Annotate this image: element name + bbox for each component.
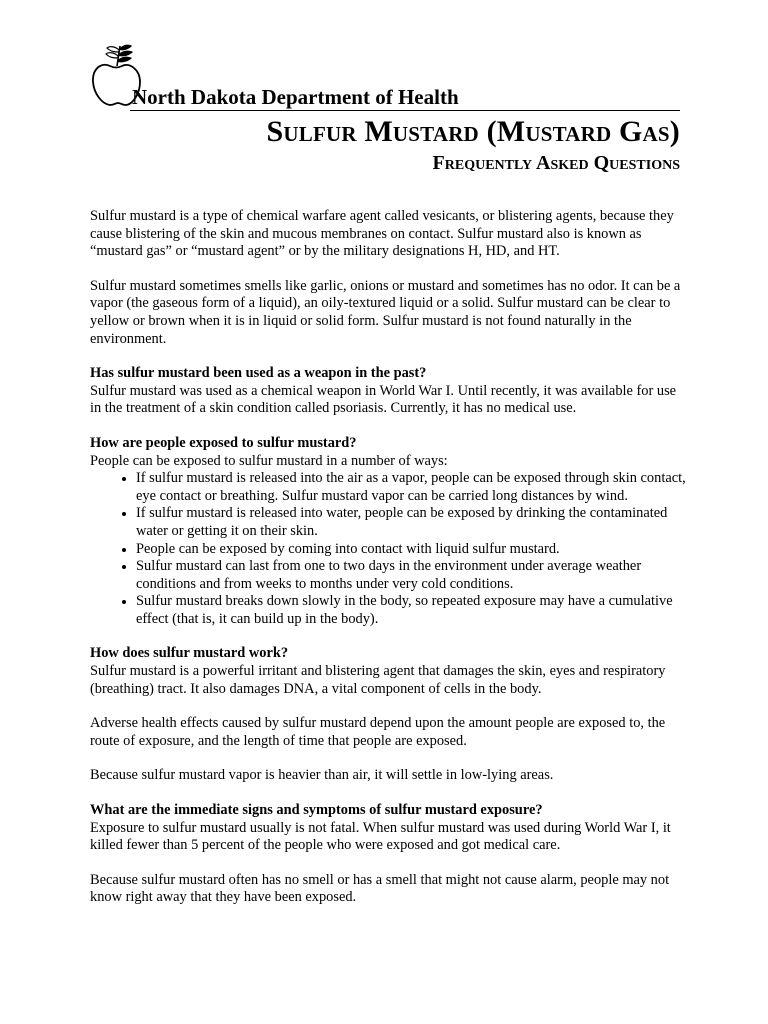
body-paragraph: Adverse health effects caused by sulfur mustard depend upon the amount people are exposed to, the route of exposure, and the length of time that people are exposed.: [90, 715, 666, 749]
faq-section: [90, 802, 690, 855]
faq-answer: Sulfur mustard is a powerful irritant and blistering agent that damages the skin, eyes and respiratory (breathing) tract. It also damages DNA, a vital component of cells in the body.: [90, 663, 666, 697]
list-item: • If sulfur mustard is released into the air as a vapor, people can be exposed through skin contact, eye contact or breathing. Sulfur mustard vapor can be carried long distances by wind.: [136, 470, 690, 505]
faq-section: [90, 435, 690, 470]
intro-paragraph: Sulfur mustard is a type of chemical warfare agent called vesicants, or blistering agents, because they cause blistering of the skin and mucous membranes on contact. Sulfur mustard also is known as “mustard gas” or “mustard agent” or by the military designations H, HD, and HT.: [90, 208, 674, 260]
faq-question: What are the immediate signs and symptoms of sulfur mustard exposure?: [90, 802, 543, 819]
list-item: • Sulfur mustard breaks down slowly in the body, so repeated exposure may have a cumulative effect (that is, it can build up in the body).: [136, 593, 690, 628]
faq-answer: Exposure to sulfur mustard usually is not fatal. When sulfur mustard was used during World War I, it killed fewer than 5 percent of the people who were exposed and got medical care.: [90, 819, 671, 854]
body-paragraph: Because sulfur mustard vapor is heavier than air, it will settle in low-lying areas.: [90, 767, 554, 784]
list-item: • People can be exposed by coming into contact with liquid sulfur mustard.: [136, 541, 690, 559]
faq-answer: People can be exposed to sulfur mustard in a number of ways:: [90, 452, 448, 469]
faq-question: How are people exposed to sulfur mustard?: [90, 434, 357, 451]
document-body: [90, 208, 690, 924]
page-title: Sulfur Mustard (Mustard Gas): [266, 115, 680, 148]
body-paragraph: Because sulfur mustard often has no smell or has a smell that might not cause alarm, people may not know right away that they have been exposed.: [90, 871, 670, 906]
list-item: • If sulfur mustard is released into water, people can be exposed by drinking the contaminated water or getting it on their skin.: [136, 505, 690, 540]
faq-question: How does sulfur mustard work?: [90, 645, 289, 662]
page-subtitle: Frequently Asked Questions: [432, 152, 680, 174]
document-header: [86, 40, 680, 200]
faq-section: [90, 365, 690, 418]
exposure-bullet-list: [90, 470, 690, 628]
intro-paragraph: Sulfur mustard sometimes smells like garlic, onions or mustard and sometimes has no odor. It can be a vapor (the gaseous form of a liquid), an oily-textured liquid or a solid. Sulfur mustard can be clear to yellow or brown when it is in liquid or solid form. Sulfur mustard is not found naturally in the environment.: [90, 277, 681, 347]
header-divider: [130, 110, 680, 111]
list-item: • Sulfur mustard can last from one to two days in the environment under average weather conditions and from weeks to months under very cold conditions.: [136, 558, 690, 593]
faq-question: Has sulfur mustard been used as a weapon in the past?: [90, 365, 427, 382]
faq-answer: Sulfur mustard was used as a chemical weapon in World War I. Until recently, it was available for use in the treatment of a skin condition called psoriasis. Currently, it has no medical use.: [90, 382, 677, 417]
organization-name: North Dakota Department of Health: [132, 85, 459, 109]
faq-section: [90, 645, 690, 698]
